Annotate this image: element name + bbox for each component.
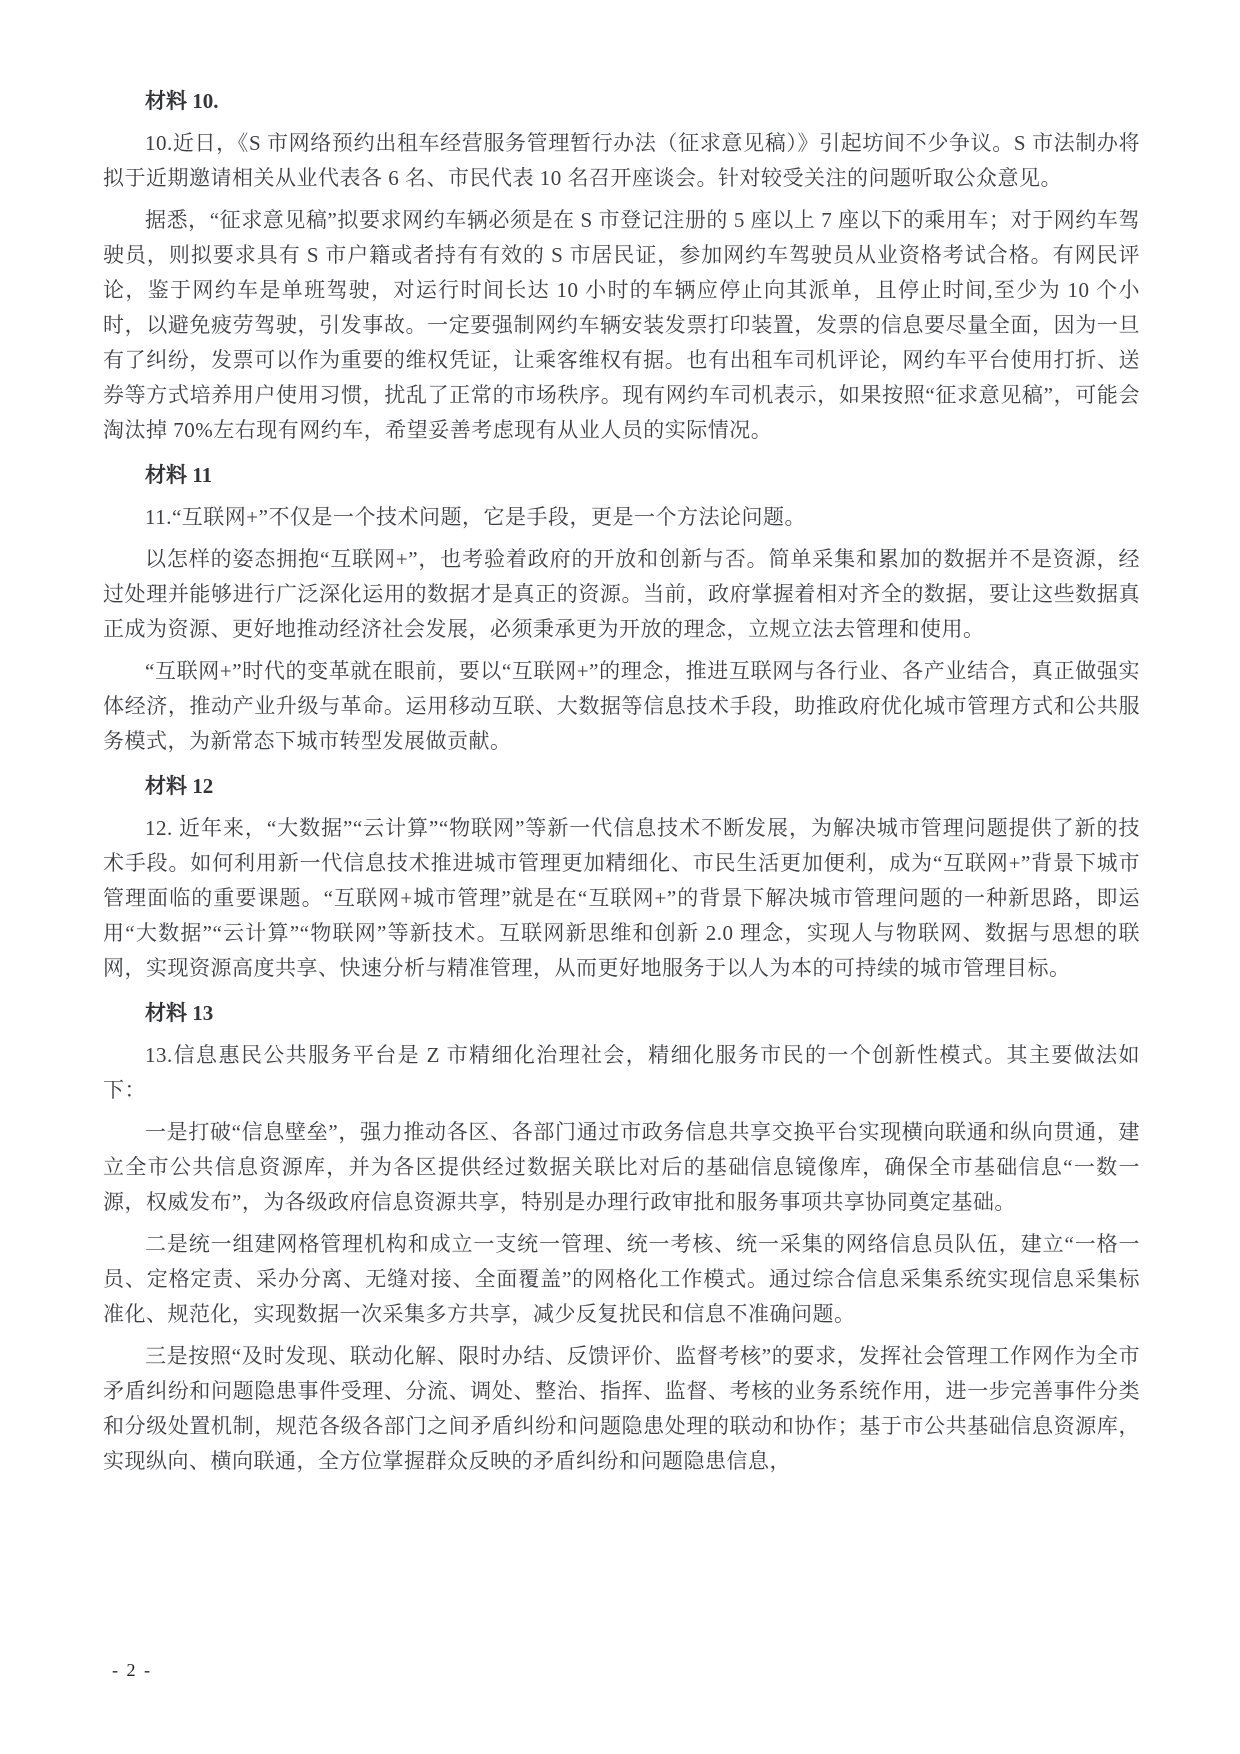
paragraph: 13.信息惠民公共服务平台是 Z 市精细化治理社会，精细化服务市民的一个创新性模式。其主要做法如下： <box>103 1043 1140 1102</box>
paragraph: 11.“互联网+”不仅是一个技术问题，它是手段，更是一个方法论问题。 <box>145 505 806 529</box>
material-11-heading: 材料 11 <box>145 463 213 487</box>
paragraph: “互联网+”时代的变革就在眼前，要以“互联网+”的理念，推进互联网与各行业、各产业结合，真正做强实体经济，推动产业升级与革命。运用移动互联、大数据等信息技术手段，助推政府优化城市管理方式和公共服务模式，为新常态下城市转型发展做贡献。 <box>103 659 1140 753</box>
paragraph: 12. 近年来，“大数据”“云计算”“物联网”等新一代信息技术不断发展，为解决城市管理问题提供了新的技术手段。如何利用新一代信息技术推进城市管理更加精细化、市民生活更加便利，成为“互联网+”背景下城市管理面临的重要课题。“互联网+城市管理”就是在“互联网+”的背景下解决城市管理问题的一种新思路，即运用“大数据”“云计算”“物联网”等新技术。互联网新思维和创新 2.0 理念，实现人与物联网、数据与思想的联网，实现资源高度共享、快速分析与精准管理，从而更好地服务于以人为本的可持续的城市管理目标。 <box>103 816 1140 980</box>
material-10-heading: 材料 10. <box>145 89 219 113</box>
paragraph: 一是打破“信息壁垒”，强力推动各区、各部门通过市政务信息共享交换平台实现横向联通和纵向贯通，建立全市公共信息资源库，并为各区提供经过数据关联比对后的基础信息镜像库，确保全市基础信息“一数一源，权威发布”，为各级政府信息资源共享，特别是办理行政审批和服务事项共享协同奠定基础。 <box>103 1120 1140 1214</box>
material-13-heading: 材料 13 <box>145 1001 214 1025</box>
paragraph: 三是按照“及时发现、联动化解、限时办结、反馈评价、监督考核”的要求，发挥社会管理工作网作为全市矛盾纠纷和问题隐患事件受理、分流、调处、整治、指挥、监督、考核的业务系统作用，进一步完善事件分类和分级处置机制，规范各级各部门之间矛盾纠纷和问题隐患处理的联动和协作；基于市公共基础信息资源库，实现纵向、横向联通，全方位掌握群众反映的矛盾纠纷和问题隐患信息， <box>103 1344 1140 1473</box>
document-content <box>103 84 1140 1486</box>
page-number: - 2 - <box>112 1660 152 1680</box>
paragraph: 据悉，“征求意见稿”拟要求网约车辆必须是在 S 市登记注册的 5 座以上 7 座以下的乘用车；对于网约车驾驶员，则拟要求具有 S 市户籍或者持有有效的 S 市居民证，参加网约车驾驶员从业资格考试合格。有网民评论，鉴于网约车是单班驾驶，对运行时间长达 10 小时的车辆应停止向其派单，且停止时间,至少为 10 个小时，以避免疲劳驾驶，引发事故。一定要强制网约车辆安装发票打印装置，发票的信息要尽量全面，因为一旦有了纠纷，发票可以作为重要的维权凭证，让乘客维权有据。也有出租车司机评论，网约车平台使用打折、送券等方式培养用户使用习惯，扰乱了正常的市场秩序。现有网约车司机表示，如果按照“征求意见稿”，可能会淘汰掉 70%左右现有网约车，希望妥善考虑现有从业人员的实际情况。 <box>103 208 1140 442</box>
material-12-heading: 材料 12 <box>145 774 214 798</box>
paragraph: 以怎样的姿态拥抱“互联网+”，也考验着政府的开放和创新与否。简单采集和累加的数据并不是资源，经过处理并能够进行广泛深化运用的数据才是真正的资源。当前，政府掌握着相对齐全的数据，要让这些数据真正成为资源、更好地推动经济社会发展，必须秉承更为开放的理念，立规立法去管理和使用。 <box>103 547 1140 641</box>
paragraph: 二是统一组建网格管理机构和成立一支统一管理、统一考核、统一采集的网络信息员队伍，建立“一格一员、定格定责、采办分离、无缝对接、全面覆盖”的网格化工作模式。通过综合信息采集系统实现信息采集标准化、规范化，实现数据一次采集多方共享，减少反复扰民和信息不准确问题。 <box>103 1232 1140 1326</box>
paragraph: 10.近日，《S 市网络预约出租车经营服务管理暂行办法（征求意见稿）》引起坊间不少争议。S 市法制办将拟于近期邀请相关从业代表各 6 名、市民代表 10 名召开座谈会。针对较受关注的问题听取公众意见。 <box>103 131 1140 190</box>
